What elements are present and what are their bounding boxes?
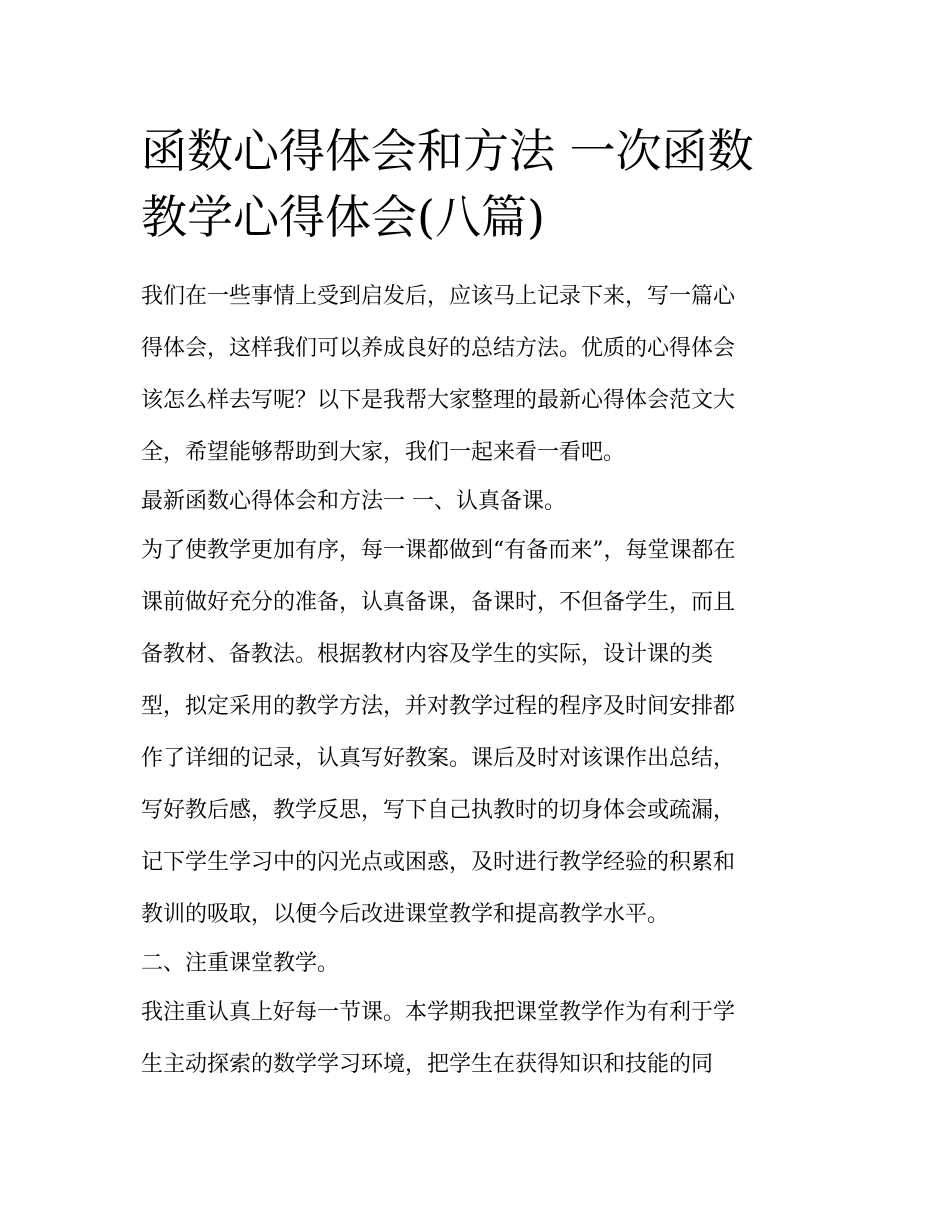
document-body: [141, 284, 821, 1077]
text-line: 得体会，这样我们可以养成良好的总结方法。优质的心得体会: [141, 336, 736, 361]
text-line: 生主动探索的数学学习环境，把学生在获得知识和技能的同: [141, 1052, 714, 1077]
intro-paragraph: [141, 284, 821, 465]
text-line: 为了使教学更加有序，每一课都做到“有备而来”，每堂课都在: [141, 538, 736, 563]
text-line: 全，希望能够帮助到大家，我们一起来看一看吧。: [141, 440, 626, 465]
text-line: 备教材、备教法。根据教材内容及学生的实际，设计课的类: [141, 642, 714, 667]
text-line: 作了详细的记录，认真写好教案。课后及时对该课作出总结，: [141, 746, 736, 771]
text-line: 教训的吸取，以便今后改进课堂教学和提高教学水平。: [141, 902, 670, 927]
text-line: 记下学生学习中的闪光点或困惑，及时进行教学经验的积累和: [141, 850, 736, 875]
text-line: 写好教后感，教学反思，写下自己执教时的切身体会或疏漏，: [141, 798, 736, 823]
title-line: 教学心得体会(八篇): [141, 190, 545, 244]
text-line: 型，拟定采用的教学方法，并对教学过程的程序及时间安排都: [141, 694, 736, 719]
section1-paragraph: [141, 538, 821, 927]
title-line: 函数心得体会和方法 一次函数: [141, 124, 754, 178]
text-line: 该怎么样去写呢？以下是我帮大家整理的最新心得体会范文大: [141, 388, 736, 413]
text-line: 我注重认真上好每一节课。本学期我把课堂教学作为有利于学: [141, 1000, 736, 1025]
document-title: [141, 118, 821, 250]
section-heading: 二、注重课堂教学。: [141, 951, 340, 976]
section-heading: 最新函数心得体会和方法一 一、认真备课。: [141, 489, 566, 514]
section2-paragraph: [141, 1000, 821, 1077]
text-line: 我们在一些事情上受到启发后，应该马上记录下来，写一篇心: [141, 284, 736, 309]
text-line: 课前做好充分的准备，认真备课，备课时，不但备学生，而且: [141, 590, 736, 615]
